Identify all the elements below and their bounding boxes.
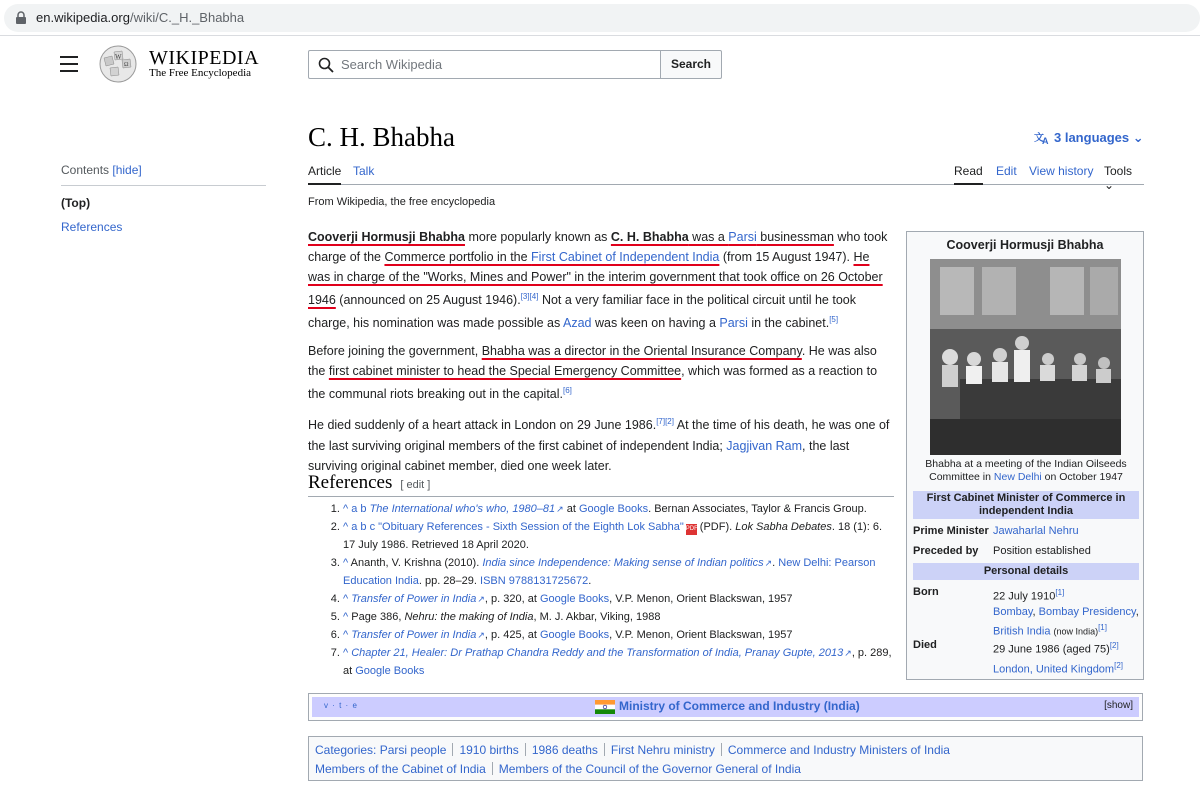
- paragraph-1: [308, 227, 893, 333]
- link-bombay-presidency[interactable]: Bombay Presidency: [1038, 605, 1136, 618]
- svg-text:Ω: Ω: [124, 62, 129, 68]
- categories-label[interactable]: Categories:: [315, 743, 377, 757]
- link-parsi-2[interactable]: Parsi: [719, 316, 748, 331]
- text-span: (from 15 August 1947).: [719, 250, 854, 264]
- text-span: Nehru: the making of India: [404, 611, 534, 623]
- link-first-cabinet[interactable]: First Cabinet of Independent India: [531, 250, 720, 264]
- category-link[interactable]: First Nehru ministry: [610, 743, 715, 757]
- backlink[interactable]: ^ a b: [343, 503, 367, 515]
- svg-text:W: W: [115, 53, 122, 61]
- citation-2[interactable]: [2]: [1109, 641, 1119, 650]
- tab-article[interactable]: Article: [308, 164, 341, 185]
- table-of-contents: [61, 163, 266, 234]
- born-label: Born: [913, 586, 939, 598]
- citation-1[interactable]: [1]: [1055, 588, 1065, 597]
- tab-tools[interactable]: [1104, 164, 1144, 192]
- category-link[interactable]: Parsi people: [379, 743, 447, 757]
- reference-item: [343, 608, 896, 626]
- references-edit-link[interactable]: [ edit ]: [400, 479, 431, 491]
- subject-short-name: C. H. Bhabha: [610, 230, 689, 244]
- pdf-icon: PDF: [686, 524, 697, 535]
- infobox-personal-heading: Personal details: [913, 563, 1139, 580]
- references-title: References: [308, 472, 393, 493]
- reference-link[interactable]: The International who's who, 1980–81 ↗: [370, 503, 564, 515]
- text-span: . pp. 28–29.: [418, 575, 481, 587]
- text-span: at: [563, 503, 579, 515]
- citation-5[interactable]: [5]: [829, 315, 839, 325]
- text-span: who took charge of the: [308, 230, 888, 264]
- text-span: was a: [688, 230, 729, 244]
- search-button[interactable]: Search: [660, 50, 722, 79]
- infobox-row-preceded: [913, 544, 1139, 559]
- text-span: in the cabinet.: [747, 316, 830, 331]
- backlink[interactable]: ^: [343, 593, 349, 605]
- navbox: [308, 693, 1143, 721]
- citation-7-2[interactable]: [7][2]: [656, 417, 674, 427]
- infobox-photo[interactable]: [930, 259, 1121, 455]
- tools-label: Tools: [1104, 164, 1133, 178]
- google-books-link[interactable]: Google Books: [539, 593, 610, 605]
- article-body: [308, 227, 893, 484]
- toc-heading: Contents: [61, 163, 110, 177]
- backlink[interactable]: ^ a b c: [343, 521, 376, 533]
- link-parsi[interactable]: Parsi: [728, 230, 757, 244]
- navbox-vte-links[interactable]: v · t · e: [324, 701, 358, 710]
- references-heading: [308, 472, 894, 497]
- text-span: , p. 425, at: [484, 629, 540, 641]
- highlighted-works-mines-power: He was in charge of the "Works, Mines and Power" in the interim government that took office on 26 October 1946: [308, 250, 883, 308]
- site-subtitle: From Wikipedia, the free encyclopedia: [308, 196, 496, 208]
- page-tabs: [308, 159, 1144, 192]
- reference-item: [343, 644, 896, 680]
- isbn-link[interactable]: ISBN 9788131725672: [480, 575, 589, 587]
- infobox-office-heading: First Cabinet Minister of Commerce in independent India: [913, 491, 1139, 519]
- preceded-label: Preceded by: [913, 545, 979, 557]
- link-british-india[interactable]: British India: [993, 625, 1051, 638]
- link-azad[interactable]: Azad: [563, 316, 592, 331]
- toc-header: [61, 163, 266, 186]
- browser-address-bar: [0, 0, 1200, 36]
- india-flag-icon: [595, 700, 615, 714]
- text-span: Page 386,: [351, 611, 405, 623]
- text-span: Before joining the government,: [308, 344, 482, 359]
- link-bombay[interactable]: Bombay: [993, 605, 1033, 618]
- toc-item-top[interactable]: (Top): [61, 196, 91, 210]
- chevron-down-icon: ⌄: [1104, 178, 1115, 192]
- link-london[interactable]: London, United Kingdom: [993, 663, 1115, 676]
- reference-link[interactable]: India since Independence: Making sense of Indian politics ↗: [482, 557, 772, 569]
- text-span: 22 July 1910: [993, 590, 1056, 603]
- main-menu-button[interactable]: [60, 56, 78, 72]
- text-span: , the last surviving original cabinet member, died one week later.: [308, 438, 850, 473]
- text-span: , V.P. Menon, Orient Blackswan, 1957: [609, 629, 793, 641]
- reference-link[interactable]: Transfer of Power in India ↗: [351, 593, 485, 605]
- paragraph-3: [308, 412, 893, 475]
- backlink[interactable]: ^: [343, 611, 349, 623]
- reference-item: [343, 554, 896, 590]
- text-span: Lok Sabha Debates: [735, 521, 832, 533]
- language-count: 3 languages: [1054, 130, 1130, 145]
- died-label: Died: [913, 639, 937, 651]
- reference-link[interactable]: "Obituary References - Sixth Session of the Eighth Lok Sabha": [378, 521, 684, 533]
- pm-label: Prime Minister: [913, 525, 989, 537]
- backlink[interactable]: ^: [343, 557, 349, 569]
- tab-read[interactable]: Read: [954, 164, 983, 185]
- reference-item: [343, 626, 896, 644]
- text-span: , p. 320, at: [484, 593, 540, 605]
- text-span: (now India): [1053, 626, 1099, 637]
- citation-3-4[interactable]: [3][4]: [520, 292, 539, 301]
- svg-text:文: 文: [1034, 133, 1044, 144]
- link-jagjivan-ram[interactable]: Jagjivan Ram: [726, 438, 803, 453]
- highlighted-director: Bhabha was a director in the Oriental Insurance Company: [481, 344, 802, 359]
- text-span: , V.P. Menon, Orient Blackswan, 1957: [609, 593, 793, 605]
- text-span: on October 1947: [1041, 471, 1123, 483]
- url-field[interactable]: [4, 4, 1200, 32]
- navbox-show-toggle[interactable]: [show]: [1104, 700, 1133, 711]
- text-span: Commerce portfolio in the: [384, 250, 532, 264]
- text-span: .: [588, 575, 592, 587]
- text-span: Bhabha at a meeting of the Indian Oilseeds Committee in: [925, 458, 1127, 483]
- references-list: [324, 500, 896, 680]
- preceded-value: Position established: [993, 545, 1091, 557]
- category-link[interactable]: Commerce and Industry Ministers of India: [727, 743, 950, 757]
- categories-box: [308, 736, 1143, 781]
- category-link[interactable]: 1910 births: [459, 743, 519, 757]
- google-books-link[interactable]: Google Books: [539, 629, 610, 641]
- infobox-caption: [913, 458, 1139, 484]
- tab-edit[interactable]: Edit: [996, 164, 1017, 178]
- text-span: He died suddenly of a heart attack in London on 29 June 1986.: [308, 418, 657, 433]
- toc-hide-toggle[interactable]: [hide]: [112, 163, 142, 177]
- url-host: en.wikipedia.org: [36, 10, 130, 25]
- link-new-delhi[interactable]: New Delhi: [993, 471, 1042, 483]
- chevron-down-icon: ⌄: [1132, 130, 1144, 145]
- died-value: [993, 638, 1143, 677]
- infobox-row-pm: [913, 524, 1139, 539]
- tab-talk[interactable]: Talk: [353, 164, 375, 178]
- category-link[interactable]: 1986 deaths: [531, 743, 598, 757]
- text-span: 29 June 1986 (aged 75): [993, 643, 1110, 656]
- wikipedia-tagline: The Free Encyclopedia: [149, 67, 252, 79]
- text-span: , which was formed as a reaction to the communal riots breaking out in the capital.: [308, 364, 878, 402]
- language-selector[interactable]: [1034, 130, 1144, 146]
- backlink[interactable]: ^: [343, 647, 349, 659]
- text-span: (announced on 25 August 1946).: [335, 293, 521, 308]
- search-field[interactable]: [308, 50, 661, 79]
- translate-icon: [1034, 131, 1050, 145]
- highlighted-emergency-committee: first cabinet minister to head the Special Emergency Committee: [328, 364, 682, 379]
- infobox-row-born: [913, 585, 1139, 638]
- text-span: businessman: [756, 230, 834, 244]
- born-value: 22 July 1910[1] Bombay, Bombay Presidency, British India (now India)[1]: [993, 588, 1139, 638]
- reference-link[interactable]: Transfer of Power in India ↗: [351, 629, 485, 641]
- citation-1[interactable]: [1]: [1098, 622, 1107, 632]
- infobox-title: Cooverji Hormusji Bhabha: [946, 238, 1104, 252]
- text-span: Not a very familiar face in the political circuit until he took charge, his nomination was made possible as: [308, 293, 856, 331]
- toc-item-references[interactable]: References: [61, 220, 123, 234]
- url-path: /wiki/C._H._Bhabha: [129, 10, 245, 25]
- wikipedia-wordmark[interactable]: WIKIPEDIA: [149, 47, 260, 69]
- text-span: was keen on having a: [591, 316, 720, 331]
- navbox-title-link[interactable]: Ministry of Commerce and Industry (India): [619, 699, 860, 713]
- text-span: . 18 (1): 6. 17 July 1986. Retrieved 18 April 2020.: [343, 521, 883, 551]
- reference-item: [343, 590, 896, 608]
- text-span: .: [772, 557, 779, 569]
- subject-name: Cooverji Hormusji Bhabha: [308, 230, 465, 244]
- wikipedia-globe-logo[interactable]: [96, 44, 140, 84]
- page-title: C. H. Bhabha: [308, 122, 455, 152]
- text-span: . Bernan Associates, Taylor & Francis Group.: [648, 503, 867, 515]
- google-books-link[interactable]: Google Books: [355, 665, 425, 677]
- search-input[interactable]: [339, 52, 654, 77]
- reference-link[interactable]: Chapter 21, Healer: Dr Prathap Chandra Reddy and the Transformation of India, Pranay Gupte, 2013 ↗: [351, 647, 852, 659]
- svg-text:A: A: [1042, 136, 1049, 145]
- category-link[interactable]: Members of the Council of the Governor General of India: [498, 762, 801, 776]
- reference-item: [343, 500, 896, 518]
- google-books-link[interactable]: Google Books: [578, 503, 649, 515]
- text-span: Ananth, V. Krishna (2010).: [350, 557, 483, 569]
- link-jawaharlal-nehru[interactable]: Jawaharlal Nehru: [993, 525, 1079, 537]
- citation-6[interactable]: [6]: [563, 386, 572, 396]
- navbox-header: [312, 697, 1139, 717]
- category-link[interactable]: Members of the Cabinet of India: [315, 762, 486, 776]
- text-span: more popularly known as: [464, 230, 611, 244]
- text-span: . He was also the: [308, 344, 877, 379]
- publisher-link[interactable]: New Delhi: Pearson Education India: [343, 557, 876, 587]
- search-icon: [318, 57, 334, 73]
- infobox-row-died: [913, 638, 1139, 676]
- backlink[interactable]: ^: [343, 629, 349, 641]
- paragraph-2: [308, 341, 893, 404]
- text-span: (PDF).: [696, 521, 736, 533]
- text-span: , p. 289, at: [343, 647, 892, 677]
- text-span: , M. J. Akbar, Viking, 1988: [533, 611, 661, 623]
- citation-2[interactable]: [2]: [1114, 660, 1123, 670]
- tab-view-history[interactable]: View history: [1029, 164, 1094, 178]
- reference-item: [343, 518, 896, 554]
- text-span: At the time of his death, he was one of the last surviving original members of the first cabinet of independent India;: [308, 418, 890, 453]
- infobox: [906, 231, 1144, 680]
- site-info-icon[interactable]: [14, 11, 28, 25]
